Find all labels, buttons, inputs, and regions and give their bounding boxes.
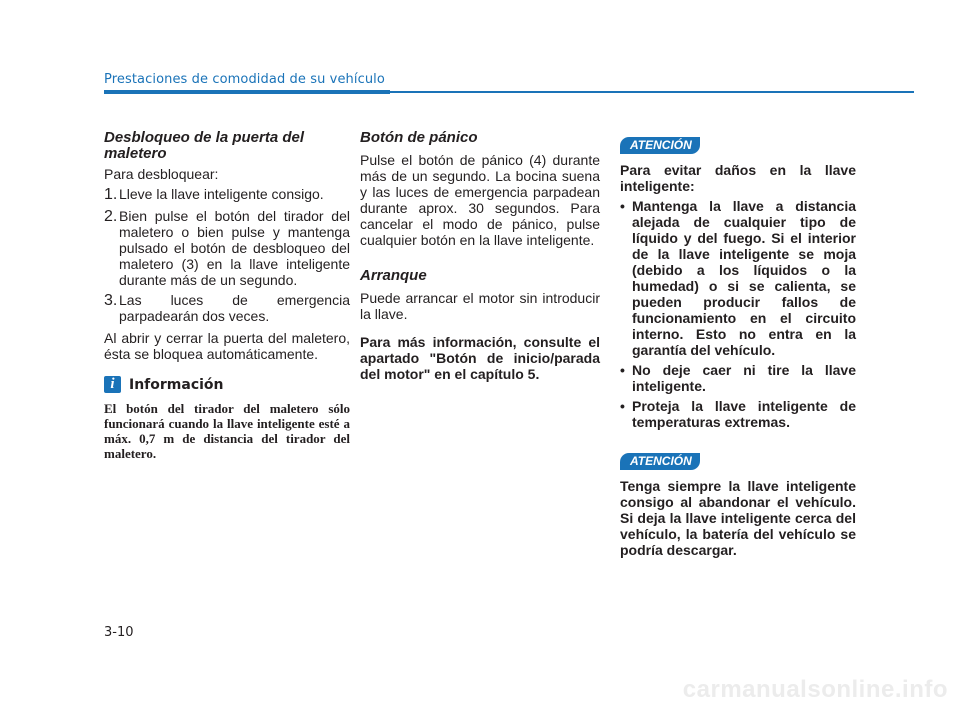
- start-text: Puede arrancar el motor sin introducir la llave.: [360, 290, 600, 322]
- more-info-note: Para más información, consulte el apartado "Botón de inicio/parada del motor" en el capítulo 5.: [360, 334, 600, 382]
- bullet-text: Mantenga la llave a distancia alejada de cualquier tipo de líquido y del fuego. Si el interior de la llave inteligente se moja (debido a los líquidos o la humedad) o si se calienta, se pueden producir fallos de funcionamiento en el circuito interno. Esto no entra en la garantía del vehículo.: [632, 198, 856, 358]
- bullet-icon: •: [620, 362, 625, 378]
- header-rule-accent: [104, 90, 390, 94]
- bullet-icon: •: [620, 398, 625, 414]
- step-number: 1.: [104, 186, 118, 203]
- step-number: 2.: [104, 208, 118, 225]
- bullet-text: No deje caer ni tire la llave inteligente.: [632, 362, 856, 394]
- info-icon: i: [104, 376, 121, 393]
- caution-badge: ATENCIÓN: [620, 453, 700, 470]
- list-item: [620, 198, 856, 358]
- page-number: 3-10: [104, 625, 134, 640]
- caution-badge: ATENCIÓN: [620, 137, 700, 154]
- panic-text: Pulse el botón de pánico (4) durante más de un segundo. La bocina suena y las luces de emergencia parpadean durante aprox. 30 segundos. Para cancelar el modo de pánico, pulse cualquier botón en la llave inteligente.: [360, 152, 600, 248]
- header-rule: [390, 91, 914, 93]
- step-text: Bien pulse el botón del tirador del maletero o bien pulse y mantenga pulsado el botón de desbloqueo del maletero (3) en la llave inteligente durante más de un segundo.: [119, 208, 350, 288]
- list-item: [620, 398, 856, 430]
- page-header-title: Prestaciones de comodidad de su vehículo: [104, 72, 385, 87]
- step-item: [104, 292, 350, 324]
- caution-intro: Para evitar daños en la llave inteligente:: [620, 162, 856, 194]
- caution-block-2: [620, 452, 856, 558]
- bullet-icon: •: [620, 198, 625, 214]
- info-title: Información: [129, 376, 224, 393]
- section-heading-start: Arranque: [360, 267, 427, 284]
- step-text: Las luces de emergencia parpadearán dos veces.: [119, 292, 350, 324]
- step-item: [104, 208, 350, 288]
- watermark: carmanualsonline.info: [682, 676, 948, 703]
- section-heading-panic: Botón de pánico: [360, 129, 478, 146]
- info-body: El botón del tirador del maletero sólo funcionará cuando la llave inteligente esté a máx. 0,7 m de distancia del tirador del maletero.: [104, 401, 350, 461]
- step-number: 3.: [104, 292, 118, 309]
- caution-block-1: [620, 136, 856, 430]
- caution-text: Tenga siempre la llave inteligente consigo al abandonar el vehículo. Si deja la llave inteligente cerca del vehículo, la batería del vehículo se podría descargar.: [620, 478, 856, 558]
- info-header: [104, 376, 350, 393]
- column-right: [620, 136, 856, 558]
- list-item: [620, 362, 856, 394]
- trunk-unlock-intro: Para desbloquear:: [104, 166, 219, 182]
- step-item: [104, 186, 350, 204]
- column-middle: [360, 130, 600, 382]
- bullet-text: Proteja la llave inteligente de temperaturas extremas.: [632, 398, 856, 430]
- section-heading-trunk-unlock: Desbloqueo de la puerta del maletero: [104, 129, 305, 162]
- step-text: Lleve la llave inteligente consigo.: [119, 186, 324, 202]
- column-left: [104, 130, 350, 461]
- trunk-lock-note: Al abrir y cerrar la puerta del maletero, ésta se bloquea automáticamente.: [104, 330, 350, 362]
